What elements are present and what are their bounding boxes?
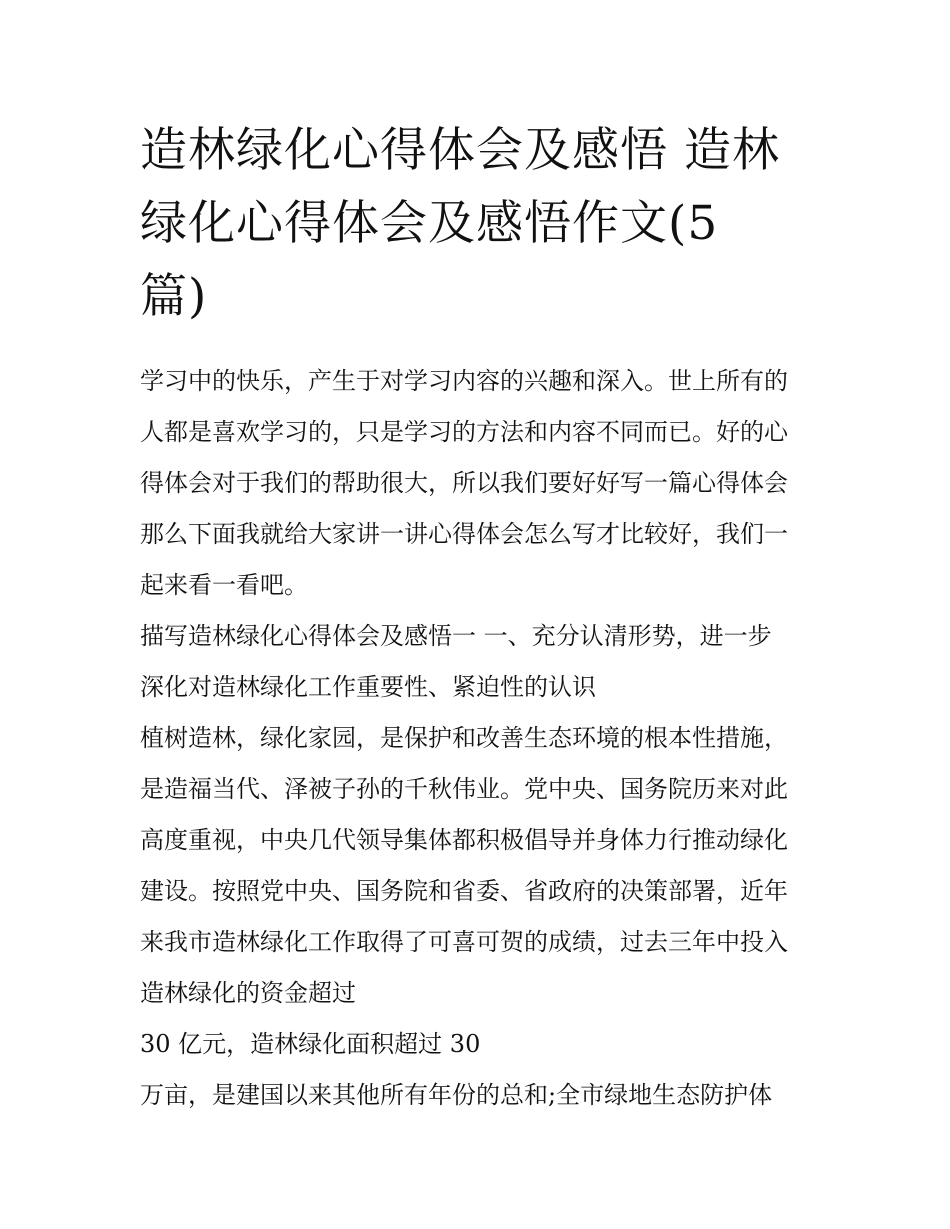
section-heading-line: 描写造林绿化心得体会及感悟一 一、充分认清形势，进一步 <box>140 622 772 650</box>
title-line: 绿化心得体会及感悟作文(5 <box>140 196 719 251</box>
body-line: 那么下面我就给大家讲一讲心得体会怎么写才比较好，我们一 <box>140 520 788 548</box>
body-line: 得体会对于我们的帮助很大，所以我们要好好写一篇心得体会 <box>140 469 788 497</box>
document-title <box>140 114 820 333</box>
section-heading-line: 深化对造林绿化工作重要性、紧迫性的认识 <box>140 673 596 701</box>
title-line: 篇) <box>140 269 208 324</box>
body-line: 万亩，是建国以来其他所有年份的总和;全市绿地生态防护体 <box>140 1081 773 1109</box>
document-body <box>140 356 830 1121</box>
body-line: 是造福当代、泽被子孙的千秋伟业。党中央、国务院历来对此 <box>140 775 788 803</box>
body-line: 学习中的快乐，产生于对学习内容的兴趣和深入。世上所有的 <box>140 367 788 395</box>
body-line: 30 亿元，造林绿化面积超过 30 <box>140 1030 481 1058</box>
body-line: 植树造林，绿化家园，是保护和改善生态环境的根本性措施， <box>140 724 788 752</box>
body-line: 人都是喜欢学习的，只是学习的方法和内容不同而已。好的心 <box>140 418 788 446</box>
body-line: 造林绿化的资金超过 <box>140 979 356 1007</box>
body-line: 建设。按照党中央、国务院和省委、省政府的决策部署，近年 <box>140 877 788 905</box>
body-line: 高度重视，中央几代领导集体都积极倡导并身体力行推动绿化 <box>140 826 788 854</box>
body-line: 起来看一看吧。 <box>140 571 308 599</box>
title-line: 造林绿化心得体会及感悟 造林 <box>140 123 780 178</box>
body-line: 来我市造林绿化工作取得了可喜可贺的成绩，过去三年中投入 <box>140 928 788 956</box>
